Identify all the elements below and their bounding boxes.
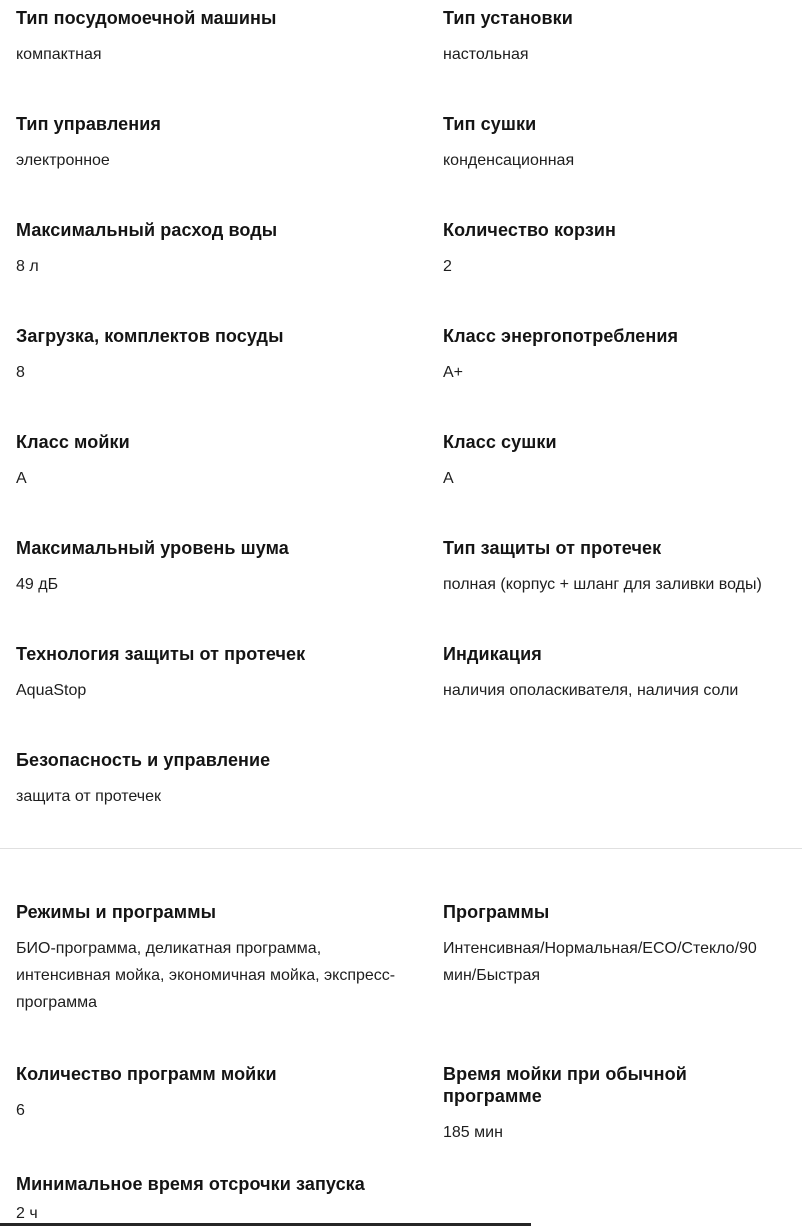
- spec-value: А: [443, 470, 454, 487]
- spec-section-general: [16, 7, 786, 848]
- spec-value: А: [16, 470, 27, 487]
- spec-item-control-type: [16, 113, 443, 174]
- spec-item-installation-type: [443, 7, 786, 68]
- spec-label: Максимальный уровень шума: [16, 538, 289, 558]
- spec-item-leak-protection-tech: [16, 643, 443, 704]
- spec-label: Класс сушки: [443, 432, 557, 452]
- spec-label: Безопасность и управление: [16, 750, 271, 770]
- spec-value: наличия ополаскивателя, наличия соли: [443, 682, 739, 699]
- spec-label: Максимальный расход воды: [16, 220, 278, 240]
- spec-label: Тип сушки: [443, 114, 537, 134]
- spec-value: электронное: [16, 152, 110, 169]
- spec-value: защита от протечек: [16, 788, 162, 805]
- spec-section-programs: [16, 849, 786, 1227]
- spec-value: настольная: [443, 46, 529, 63]
- spec-item-dishwasher-type: [16, 7, 443, 68]
- spec-label: Класс энергопотребления: [443, 326, 679, 346]
- spec-label: Индикация: [443, 644, 542, 664]
- spec-value: компактная: [16, 46, 102, 63]
- spec-row: [16, 431, 786, 537]
- spec-value: БИО-программа, деликатная программа, интенсивная мойка, экономичная мойка, экспресс-программа: [16, 940, 396, 1011]
- spec-value: 185 мин: [443, 1124, 503, 1141]
- spec-item-drying-type: [443, 113, 786, 174]
- spec-label: Режимы и программы: [16, 902, 217, 922]
- spec-label: Программы: [443, 902, 550, 922]
- spec-value: конденсационная: [443, 152, 575, 169]
- spec-value: 8 л: [16, 258, 39, 275]
- spec-value: 2 ч: [16, 1205, 38, 1222]
- spec-label: Тип установки: [443, 8, 573, 28]
- spec-label: Тип управления: [16, 114, 162, 134]
- spec-row: [16, 901, 786, 1063]
- spec-row: [16, 749, 786, 848]
- spec-row: [16, 325, 786, 431]
- spec-row: [16, 219, 786, 325]
- spec-label: Тип посудомоечной машины: [16, 8, 277, 28]
- spec-item-normal-program-time: [443, 1063, 786, 1146]
- spec-label: Тип защиты от протечек: [443, 538, 662, 558]
- spec-item-modes-programs: [16, 901, 443, 1016]
- spec-value: 49 дБ: [16, 576, 59, 593]
- spec-item-programs: [443, 901, 786, 989]
- spec-row: [16, 1063, 786, 1173]
- spec-item-indication: [443, 643, 786, 704]
- spec-row: [16, 643, 786, 749]
- spec-label: Минимальное время отсрочки запуска: [16, 1174, 365, 1194]
- spec-row: [16, 7, 786, 113]
- spec-item-leak-protection-type: [443, 537, 786, 598]
- spec-item-safety-control: [16, 749, 443, 810]
- spec-row: [16, 1173, 786, 1227]
- spec-item-min-delay-start: [16, 1173, 443, 1227]
- spec-value: полная (корпус + шланг для заливки воды): [443, 576, 762, 593]
- spec-item-program-count: [16, 1063, 443, 1124]
- spec-value: Интенсивная/Нормальная/ECO/Стекло/90 мин/Быстрая: [443, 940, 757, 984]
- spec-item-drying-class: [443, 431, 786, 492]
- spec-value: А+: [443, 364, 464, 381]
- spec-value: 8: [16, 364, 25, 381]
- spec-label: Количество корзин: [443, 220, 617, 240]
- spec-row: [16, 537, 786, 643]
- spec-item-max-water-usage: [16, 219, 443, 280]
- spec-row: [16, 113, 786, 219]
- spec-label: Время мойки при обычной программе: [443, 1064, 687, 1106]
- spec-value: AquaStop: [16, 682, 87, 699]
- spec-value: 6: [16, 1102, 25, 1119]
- spec-value: 2: [443, 258, 452, 275]
- spec-item-wash-class: [16, 431, 443, 492]
- spec-item-basket-count: [443, 219, 786, 280]
- spec-label: Загрузка, комплектов посуды: [16, 326, 284, 346]
- spec-item-place-settings: [16, 325, 443, 386]
- spec-item-energy-class: [443, 325, 786, 386]
- spec-item-max-noise-level: [16, 537, 443, 598]
- spec-label: Класс мойки: [16, 432, 130, 452]
- spec-label: Технология защиты от протечек: [16, 644, 306, 664]
- spec-label: Количество программ мойки: [16, 1064, 277, 1084]
